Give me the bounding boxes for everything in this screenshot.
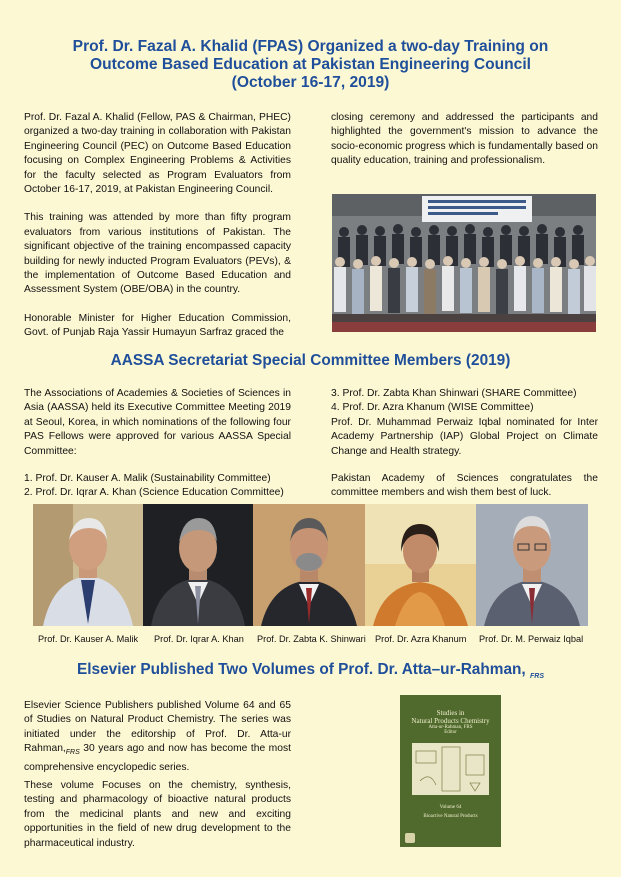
section1-paragraph-4: closing ceremony and addressed the participants and highlighted the government's mission to advance the socio-economic progress which is fundamentally based on quality education, training and professionalism. <box>331 112 598 167</box>
section3-paragraph-2: These volume Focuses on the chemistry, synthesis, testing and pharmacology of bioactive natural products from the medicinal plants and new and exciting opportunities in the field of new drug development to the pharmaceutical industry. <box>24 780 291 849</box>
section2-left-column <box>24 387 291 501</box>
committee-item-2: 2. Prof. Dr. Iqrar A. Khan (Science Education Committee) <box>24 487 284 499</box>
book-cover-line1: Studies in <box>436 709 465 717</box>
section3-title-suffix: FRS <box>529 673 544 681</box>
portrait-azra-khanum <box>365 504 476 626</box>
section1-left-column <box>24 111 291 341</box>
section3-paragraph-1-sub: FRS <box>65 749 80 757</box>
portrait-azra-khanum-image <box>365 504 476 626</box>
section1-title-line2: Outcome Based Education at Pakistan Engineering Council <box>89 56 532 73</box>
portrait-iqrar-khan-image <box>143 504 253 626</box>
section1-title-line1: Prof. Dr. Fazal A. Khalid (FPAS) Organized a two-day Training on <box>72 38 549 55</box>
section1-title <box>20 38 601 92</box>
section2-paragraph-3: Pakistan Academy of Sciences congratulates the committee members and wish them best of luck. <box>331 473 598 499</box>
committee-item-3: 3. Prof. Dr. Zabta Khan Shinwari (SHARE Committee) <box>331 388 577 399</box>
caption-kauser-malik: Prof. Dr. Kauser A. Malik <box>38 634 139 644</box>
committee-item-1: 1. Prof. Dr. Kauser A. Malik (Sustainability Committee) <box>24 473 271 485</box>
section3-title-text: Elsevier Published Two Volumes of Prof. Dr. Atta–ur-Rahman, <box>77 661 526 678</box>
caption-iqrar-khan: Prof. Dr. Iqrar A. Khan <box>154 634 244 644</box>
book-cover-line2: Natural Products Chemistry <box>411 717 490 725</box>
section3-paragraph-1 <box>24 699 291 775</box>
section3-paragraph-1-part-a: Elsevier Science Publishers published Volume 64 and 65 of Studies on Natural Product Chemistry. The series was initiated under the editorship of Prof. Dr. Atta-ur Rahman, <box>24 700 291 755</box>
portrait-perwaiz-iqbal <box>476 504 588 626</box>
book-cover <box>400 695 501 847</box>
group-photo <box>332 194 596 332</box>
book-cover-line3: Atta-ur-Rahman, FRS <box>428 725 473 730</box>
section1-paragraph-3: Honorable Minister for Higher Education Commission, Govt. of Punjab Raja Yassir Humayun Sarfraz graced the <box>24 312 291 339</box>
book-cover-subtitle: Bioactive Natural Products <box>423 814 478 819</box>
portrait-zabta-shinwari-image <box>253 504 365 626</box>
caption-azra-khanum: Prof. Dr. Azra Khanum <box>375 634 467 644</box>
caption-perwaiz-iqbal: Prof. Dr. M. Perwaiz Iqbal <box>479 634 584 644</box>
portrait-iqrar-khan <box>143 504 253 626</box>
section2-paragraph-2: Prof. Dr. Muhammad Perwaiz Iqbal nominated for Inter Academy Partnership (IAP) Global Project on Climate Change and Health strategy. <box>331 416 598 457</box>
section2-right-column <box>331 387 598 501</box>
group-photo-image <box>332 194 596 332</box>
section2-paragraph-1: The Associations of Academies & Societies of Sciences in Asia (AASSA) held its Executive Committee Meeting 2019 at Seoul, Korea, in which nominations of the following four PAS Fellows were approved for various AASSA Special Committee: <box>24 388 291 457</box>
committee-item-4: 4. Prof. Dr. Azra Khanum (WISE Committee) <box>331 402 534 414</box>
portrait-perwaiz-iqbal-image <box>476 504 588 626</box>
section1-paragraph-2: This training was attended by more than fifty program evaluators from various institutions of Pakistan. The significant objective of the training encompassed capacity building for newly inducted Program Evaluators (PEVs), & the implementation of Outcome Based Education and Assessment System (OBE/OBA) in the country. <box>24 212 291 296</box>
publisher-logo-icon <box>405 833 415 843</box>
section1-paragraph-1: Prof. Dr. Fazal A. Khalid (Fellow, PAS & Chairman, PHEC) organized a two-day training in collaboration with Pakistan Engineering Council (PEC) on Outcome Based Education focusing on Complex Engineering Problems & Activities for the faculty selected as Program Evaluators from October 16-17, 2019, at Pakistan Engineering Council. <box>24 112 291 196</box>
section2-title: AASSA Secretariat Special Committee Members (2019) <box>110 352 511 369</box>
book-cover-line4: Editor <box>444 730 457 735</box>
caption-zabta-shinwari: Prof. Dr. Zabta K. Shinwari <box>257 634 366 644</box>
section3-text-column <box>24 699 291 851</box>
section3-paragraph-1-part-b: 30 years ago and now has become the most comprehensive encyclopedic series. <box>24 743 291 773</box>
section1-right-column <box>331 111 598 169</box>
section3-title <box>0 661 621 680</box>
portrait-zabta-shinwari <box>253 504 365 626</box>
book-cover-volume: Volume 64 <box>439 805 462 810</box>
portrait-kauser-malik <box>33 504 143 626</box>
section1-title-line3: (October 16-17, 2019) <box>231 74 390 91</box>
portrait-kauser-malik-image <box>33 504 143 626</box>
book-cover-illustration <box>400 741 501 799</box>
